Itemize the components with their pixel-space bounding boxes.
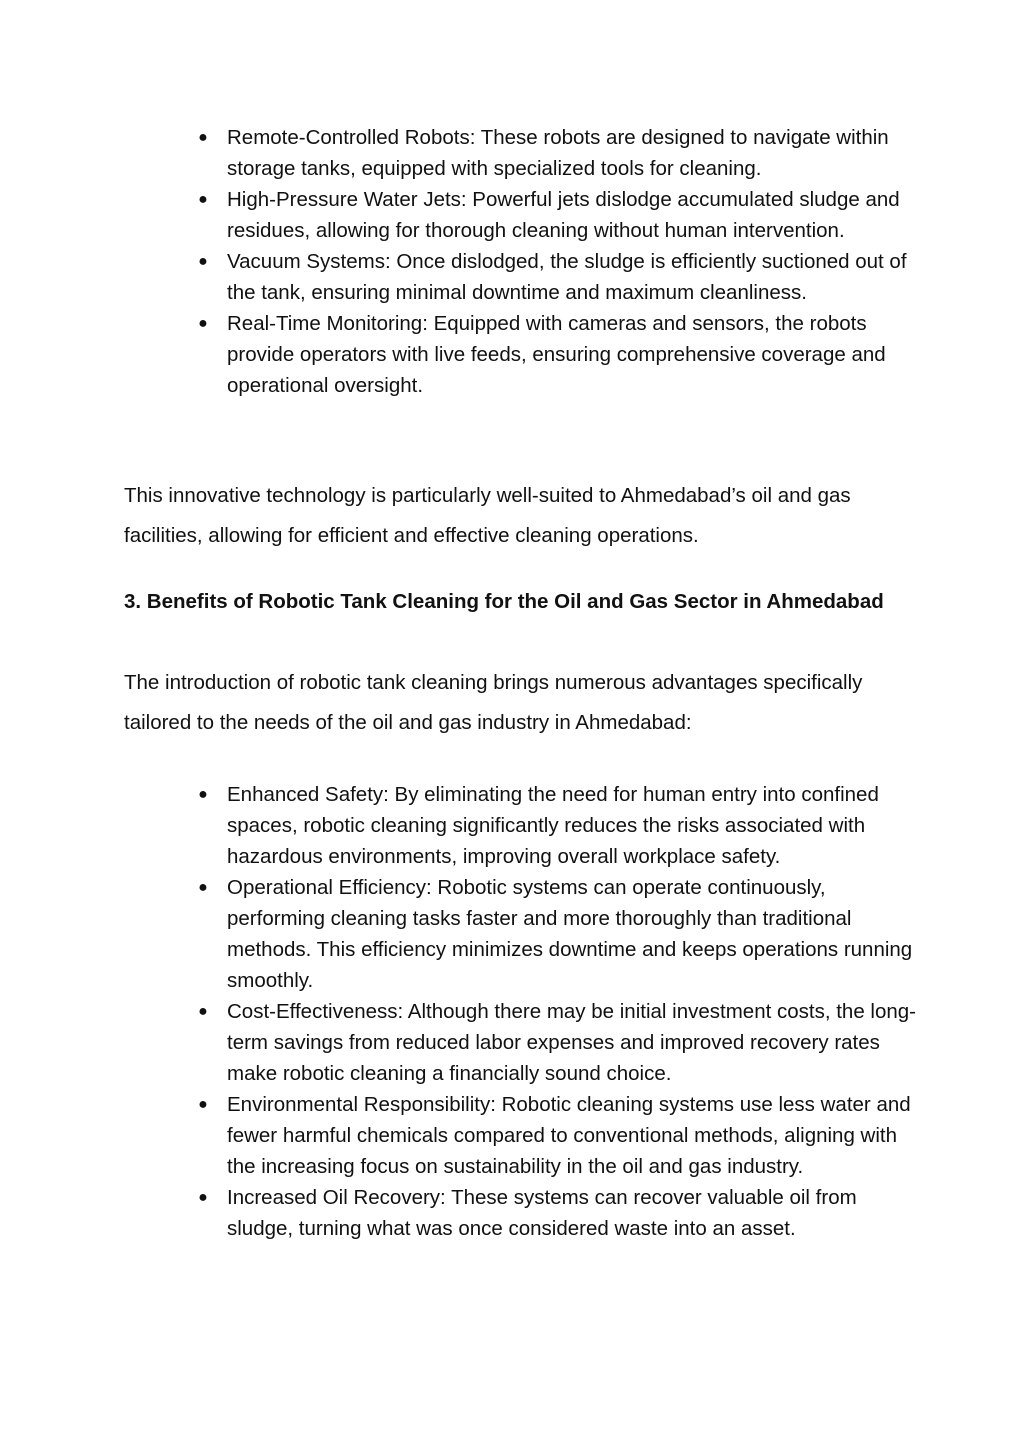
- bullet-icon: ●: [198, 253, 208, 270]
- bullet-icon: ●: [198, 129, 208, 146]
- list-item-text: Increased Oil Recovery: These systems can recover valuable oil from sludge, turning what was once considered waste into an asset.: [227, 1186, 857, 1240]
- list-item-text: Environmental Responsibility: Robotic cleaning systems use less water and fewer harmful chemicals compared to conventional methods, aligning with the increasing focus on sustainability in the oil and gas industry.: [227, 1093, 911, 1178]
- list-item-text: Vacuum Systems: Once dislodged, the sludge is efficiently suctioned out of the tank, ensuring minimal downtime and maximum cleanliness.: [227, 250, 907, 304]
- bullet-icon: ●: [198, 1096, 208, 1113]
- list-item: [0, 246, 1024, 308]
- list-item: [0, 779, 1024, 872]
- bullet-icon: ●: [198, 191, 208, 208]
- list-item-text: Cost-Effectiveness: Although there may be initial investment costs, the long-term savings from reduced labor expenses and improved recovery rates make robotic cleaning a financially sound choice.: [227, 1000, 917, 1085]
- list-item: [0, 872, 1024, 996]
- list-item: [0, 1182, 1024, 1244]
- list-item-text: Operational Efficiency: Robotic systems can operate continuously, performing cleaning tasks faster and more thoroughly than traditional methods. This efficiency minimizes downtime and keeps operations running smoothly.: [227, 876, 913, 992]
- section-heading: 3. Benefits of Robotic Tank Cleaning for the Oil and Gas Sector in Ahmedabad: [124, 590, 884, 613]
- benefits-list: [0, 779, 1024, 1244]
- list-item-text: Remote-Controlled Robots: These robots are designed to navigate within storage tanks, equipped with specialized tools for cleaning.: [227, 126, 889, 180]
- bullet-icon: ●: [198, 786, 208, 803]
- list-item: [0, 996, 1024, 1089]
- benefits-intro-paragraph: The introduction of robotic tank cleaning brings numerous advantages specifically tailored to the needs of the oil and gas industry in Ahmedabad:: [124, 671, 863, 734]
- bullet-icon: ●: [198, 1003, 208, 1020]
- bullet-icon: ●: [198, 879, 208, 896]
- technology-summary-paragraph: This innovative technology is particularly well-suited to Ahmedabad’s oil and gas facilities, allowing for efficient and effective cleaning operations.: [124, 484, 851, 547]
- list-item: [0, 184, 1024, 246]
- list-item: [0, 1089, 1024, 1182]
- list-item-text: Real-Time Monitoring: Equipped with cameras and sensors, the robots provide operators with live feeds, ensuring comprehensive coverage and operational oversight.: [227, 312, 886, 397]
- list-item-text: High-Pressure Water Jets: Powerful jets dislodge accumulated sludge and residues, allowing for thorough cleaning without human intervention.: [227, 188, 900, 242]
- list-item-text: Enhanced Safety: By eliminating the need for human entry into confined spaces, robotic cleaning significantly reduces the risks associated with hazardous environments, improving overall workplace safety.: [227, 783, 879, 868]
- list-item: [0, 308, 1024, 401]
- bullet-icon: ●: [198, 1189, 208, 1206]
- list-item: [0, 122, 1024, 184]
- bullet-icon: ●: [198, 315, 208, 332]
- technology-features-list: [0, 122, 1024, 401]
